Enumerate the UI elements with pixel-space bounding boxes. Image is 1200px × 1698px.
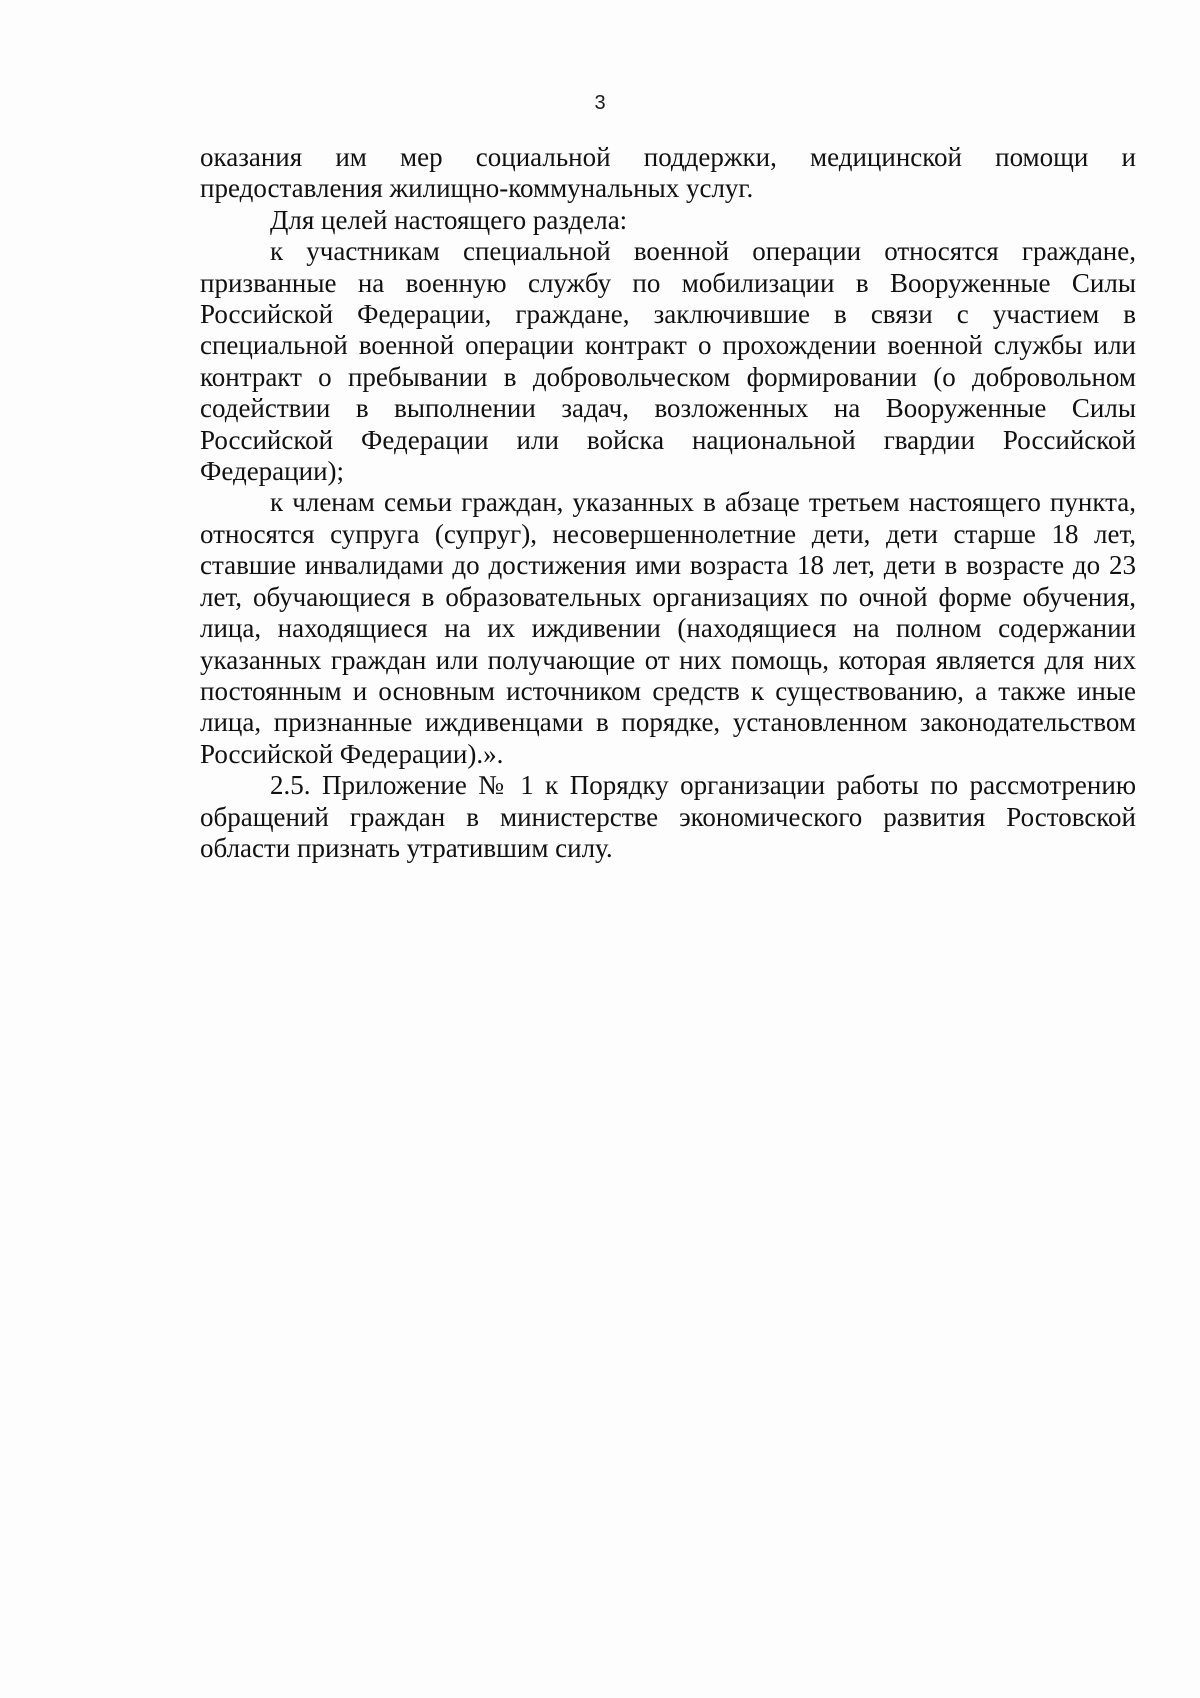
paragraph-family-members-definition: к членам семьи граждан, указанных в абзаце третьем настоящего пункта, относятся супруга (супруг), несовершеннолетние дети, дети старше 18 лет, ставшие инвалидами до достижения ими возраста 18 лет, дети в возрасте до 23 лет, обучающиеся в образовательных организациях по очной форме обучения, лица, находящиеся на их иждивении (находящиеся на полном содержании указанных граждан или получающие от них помощь, которая является для них постоянным и основным источником средств к существованию, а также иные лица, признанные иждивенцами в порядке, установленном законодательством Российской Федерации).». xyxy=(200,487,1136,769)
paragraph-participants-definition: к участникам специальной военной операции относятся граждане, призванные на военную службу по мобилизации в Вооруженные Силы Российской Федерации, граждане, заключившие в связи с участием в специальной военной операции контракт о прохождении военной службы или контракт о пребывании в добровольческом формировании (о добровольном содействии в выполнении задач, возложенных на Вооруженные Силы Российской Федерации или войска национальной гвардии Российской Федерации); xyxy=(200,236,1136,487)
paragraph-section-purpose: Для целей настоящего раздела: xyxy=(270,204,628,235)
page-number: 3 xyxy=(594,92,606,114)
paragraph-item-2-5: 2.5. Приложение № 1 к Порядку организации работы по рассмотрению обращений граждан в министерстве экономического развития Ростовской области признать утратившим силу. xyxy=(200,770,1136,863)
document-body xyxy=(200,142,1136,864)
paragraph-continuation: оказания им мер социальной поддержки, медицинской помощи и предоставления жилищно-коммунальных услуг. xyxy=(200,142,1136,204)
